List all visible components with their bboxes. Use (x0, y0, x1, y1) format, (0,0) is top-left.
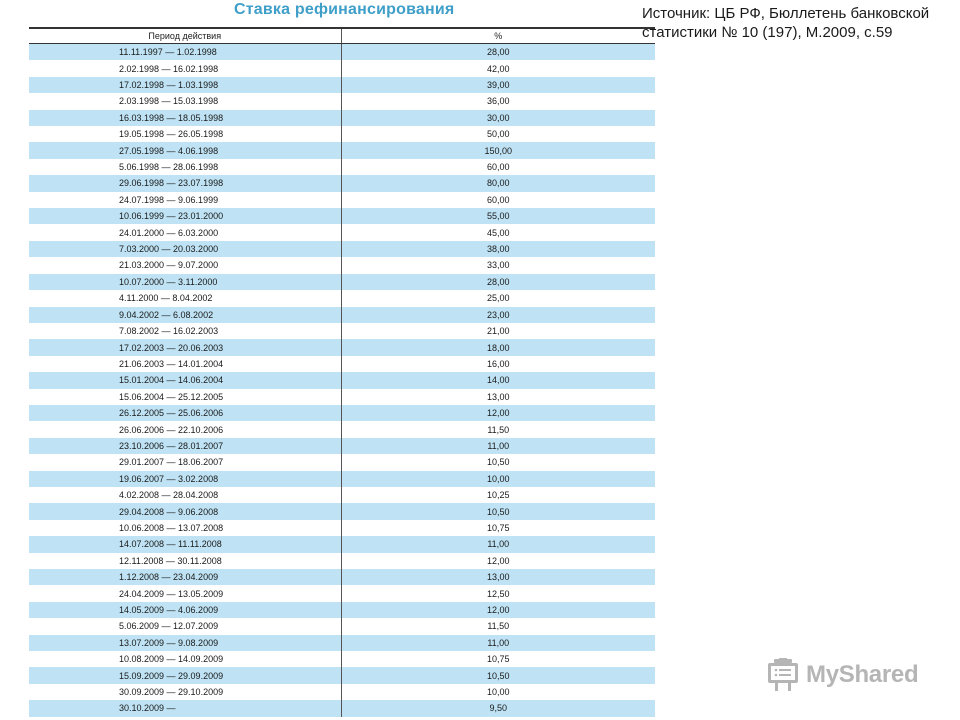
table-row (29, 274, 655, 290)
rate-cell: 30,00 (341, 110, 655, 126)
table-row (29, 618, 655, 634)
table-row (29, 110, 655, 126)
period-cell: 26.12.2005 — 25.06.2006 (29, 405, 341, 421)
rate-cell: 10,75 (341, 651, 655, 667)
rate-cell: 36,00 (341, 93, 655, 109)
refinancing-rate-table (29, 27, 655, 717)
table-row (29, 405, 655, 421)
rate-cell: 10,50 (341, 503, 655, 519)
period-cell: 4.02.2008 — 28.04.2008 (29, 487, 341, 503)
period-cell: 4.11.2000 — 8.04.2002 (29, 290, 341, 306)
period-cell: 16.03.1998 — 18.05.1998 (29, 110, 341, 126)
table-row (29, 323, 655, 339)
rate-cell: 12,00 (341, 553, 655, 569)
period-cell: 21.03.2000 — 9.07.2000 (29, 257, 341, 273)
period-cell: 14.07.2008 — 11.11.2008 (29, 536, 341, 552)
table-row (29, 487, 655, 503)
rate-cell: 10,75 (341, 520, 655, 536)
table-row (29, 421, 655, 437)
rate-cell: 10,50 (341, 667, 655, 683)
period-cell: 30.09.2009 — 29.10.2009 (29, 684, 341, 700)
period-cell: 7.03.2000 — 20.03.2000 (29, 241, 341, 257)
period-cell: 27.05.1998 — 4.06.1998 (29, 142, 341, 158)
table-header (29, 28, 655, 44)
table-row (29, 684, 655, 700)
period-cell: 10.08.2009 — 14.09.2009 (29, 651, 341, 667)
table-body (29, 44, 655, 717)
table-row (29, 503, 655, 519)
period-cell: 26.06.2006 — 22.10.2006 (29, 421, 341, 437)
rate-cell: 25,00 (341, 290, 655, 306)
table-row (29, 257, 655, 273)
period-cell: 5.06.1998 — 28.06.1998 (29, 159, 341, 175)
period-cell: 30.10.2009 — (29, 700, 341, 716)
period-cell: 9.04.2002 — 6.08.2002 (29, 307, 341, 323)
table-row (29, 44, 655, 61)
table-row (29, 635, 655, 651)
rate-cell: 33,00 (341, 257, 655, 273)
table-row (29, 454, 655, 470)
rate-cell: 60,00 (341, 192, 655, 208)
rate-cell: 28,00 (341, 44, 655, 61)
table-row (29, 471, 655, 487)
period-cell: 14.05.2009 — 4.06.2009 (29, 602, 341, 618)
table-title: Ставка рефинансирования (234, 1, 455, 18)
rate-cell: 55,00 (341, 208, 655, 224)
watermark-text: MyShared (806, 661, 919, 688)
rate-cell: 42,00 (341, 60, 655, 76)
period-cell: 29.06.1998 — 23.07.1998 (29, 175, 341, 191)
rate-cell: 14,00 (341, 372, 655, 388)
rate-cell: 50,00 (341, 126, 655, 142)
table-row (29, 126, 655, 142)
period-cell: 23.10.2006 — 28.01.2007 (29, 438, 341, 454)
period-cell: 24.07.1998 — 9.06.1999 (29, 192, 341, 208)
period-cell: 5.06.2009 — 12.07.2009 (29, 618, 341, 634)
rate-cell: 80,00 (341, 175, 655, 191)
period-cell: 24.04.2009 — 13.05.2009 (29, 585, 341, 601)
rate-cell: 16,00 (341, 356, 655, 372)
table-row (29, 224, 655, 240)
rate-cell: 12,50 (341, 585, 655, 601)
table-row (29, 520, 655, 536)
table-header-row (29, 28, 655, 44)
table-row (29, 241, 655, 257)
column-header-period: Период действия (29, 28, 341, 44)
rate-cell: 60,00 (341, 159, 655, 175)
period-cell: 12.11.2008 — 30.11.2008 (29, 553, 341, 569)
rate-cell: 12,00 (341, 405, 655, 421)
table-row (29, 585, 655, 601)
period-cell: 15.09.2009 — 29.09.2009 (29, 667, 341, 683)
rate-cell: 11,00 (341, 438, 655, 454)
rate-cell: 10,00 (341, 684, 655, 700)
rate-cell: 11,50 (341, 618, 655, 634)
rate-cell: 13,00 (341, 569, 655, 585)
table-row (29, 389, 655, 405)
period-cell: 10.06.1999 — 23.01.2000 (29, 208, 341, 224)
table-row (29, 372, 655, 388)
table-row (29, 307, 655, 323)
table-row (29, 60, 655, 76)
table-row (29, 77, 655, 93)
rate-cell: 13,00 (341, 389, 655, 405)
rate-cell: 9,50 (341, 700, 655, 716)
period-cell: 7.08.2002 — 16.02.2003 (29, 323, 341, 339)
rate-cell: 11,00 (341, 635, 655, 651)
period-cell: 21.06.2003 — 14.01.2004 (29, 356, 341, 372)
period-cell: 29.04.2008 — 9.06.2008 (29, 503, 341, 519)
table-row (29, 569, 655, 585)
rate-cell: 11,50 (341, 421, 655, 437)
table-row (29, 651, 655, 667)
rate-cell: 150,00 (341, 142, 655, 158)
table-row (29, 159, 655, 175)
table-row (29, 356, 655, 372)
rate-cell: 28,00 (341, 274, 655, 290)
rate-cell: 45,00 (341, 224, 655, 240)
period-cell: 24.01.2000 — 6.03.2000 (29, 224, 341, 240)
table-row (29, 192, 655, 208)
rate-cell: 10,00 (341, 471, 655, 487)
period-cell: 19.06.2007 — 3.02.2008 (29, 471, 341, 487)
watermark (766, 657, 918, 693)
period-cell: 2.03.1998 — 15.03.1998 (29, 93, 341, 109)
table-row (29, 208, 655, 224)
table-row (29, 175, 655, 191)
period-cell: 1.12.2008 — 23.04.2009 (29, 569, 341, 585)
rate-cell: 39,00 (341, 77, 655, 93)
source-note: Источник: ЦБ РФ, Бюллетень банковской статистики № 10 (197), М.2009, с.59 (642, 5, 930, 41)
period-cell: 19.05.1998 — 26.05.1998 (29, 126, 341, 142)
period-cell: 2.02.1998 — 16.02.1998 (29, 60, 341, 76)
table-row (29, 667, 655, 683)
period-cell: 10.07.2000 — 3.11.2000 (29, 274, 341, 290)
period-cell: 15.06.2004 — 25.12.2005 (29, 389, 341, 405)
column-header-rate: % (341, 28, 655, 44)
table-row (29, 290, 655, 306)
period-cell: 17.02.1998 — 1.03.1998 (29, 77, 341, 93)
table-row (29, 536, 655, 552)
table-row (29, 438, 655, 454)
rate-cell: 11,00 (341, 536, 655, 552)
table-row (29, 553, 655, 569)
period-cell: 13.07.2009 — 9.08.2009 (29, 635, 341, 651)
period-cell: 17.02.2003 — 20.06.2003 (29, 339, 341, 355)
rate-cell: 10,25 (341, 487, 655, 503)
table-row (29, 339, 655, 355)
rate-cell: 38,00 (341, 241, 655, 257)
rate-cell: 23,00 (341, 307, 655, 323)
period-cell: 29.01.2007 — 18.06.2007 (29, 454, 341, 470)
table-row (29, 142, 655, 158)
table-row (29, 602, 655, 618)
rate-cell: 10,50 (341, 454, 655, 470)
period-cell: 15.01.2004 — 14.06.2004 (29, 372, 341, 388)
table-row (29, 93, 655, 109)
period-cell: 10.06.2008 — 13.07.2008 (29, 520, 341, 536)
rate-cell: 12,00 (341, 602, 655, 618)
rate-cell: 18,00 (341, 339, 655, 355)
table-row (29, 700, 655, 716)
presentation-board-icon (766, 658, 800, 692)
period-cell: 11.11.1997 — 1.02.1998 (29, 44, 341, 61)
rate-cell: 21,00 (341, 323, 655, 339)
